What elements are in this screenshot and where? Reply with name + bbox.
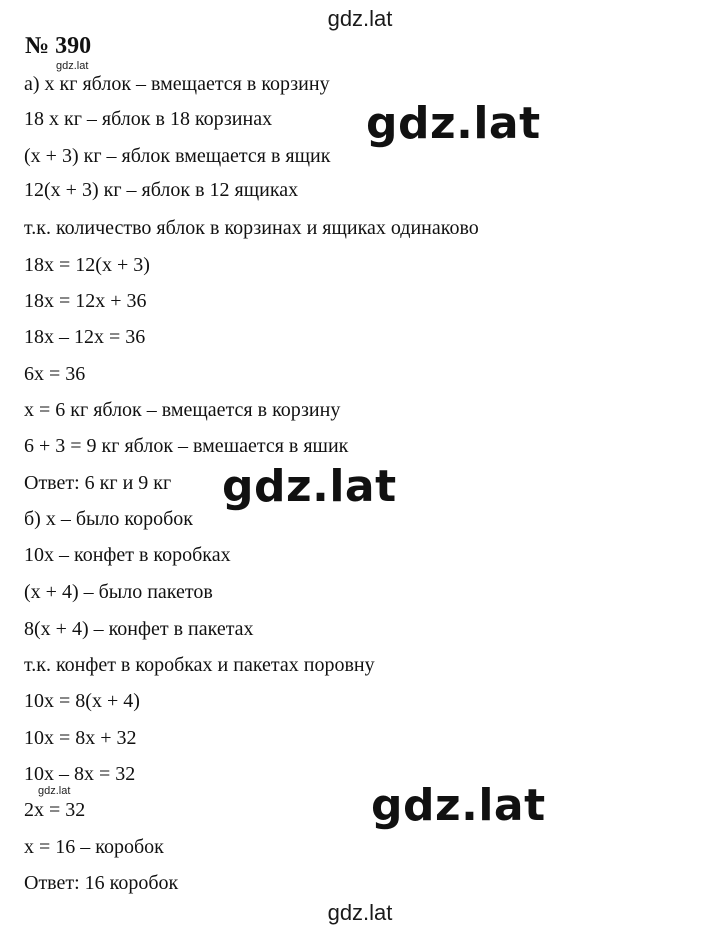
solution-line: (х + 4) – было пакетов bbox=[24, 581, 213, 603]
watermark-top: gdz.lat bbox=[327, 6, 393, 31]
watermark-small: gdz.lat bbox=[38, 785, 71, 797]
solution-line: 6 + 3 = 9 кг яблок – вмешается в яшик bbox=[24, 435, 349, 457]
solution-line: 6х = 36 bbox=[24, 363, 86, 385]
solution-line: (х + 3) кг – яблок вмещается в ящик bbox=[24, 145, 331, 167]
solution-line: 18х = 12(х + 3) bbox=[24, 254, 150, 276]
watermark-bottom: gdz.lat bbox=[327, 900, 393, 925]
solution-line: б) х – было коробок bbox=[24, 508, 194, 530]
solution-line: 10х = 8(х + 4) bbox=[24, 690, 140, 712]
solution-line: а) х кг яблок – вмещается в корзину bbox=[24, 73, 330, 95]
solution-line: т.к. количество яблок в корзинах и ящиках одинаково bbox=[24, 217, 479, 239]
solution-line: 18х = 12х + 36 bbox=[24, 290, 147, 312]
watermark-large: gdz.lat bbox=[222, 461, 397, 512]
watermark-large: gdz.lat bbox=[371, 780, 546, 831]
problem-number: № 390 bbox=[25, 33, 92, 59]
solution-line: х = 16 – коробок bbox=[24, 836, 164, 858]
solution-line: 18 х кг – яблок в 18 корзинах bbox=[24, 108, 273, 130]
solution-line: 2х = 32 bbox=[24, 799, 86, 821]
solution-line: Ответ: 16 коробок bbox=[24, 872, 179, 894]
watermark-large: gdz.lat bbox=[366, 98, 541, 149]
solution-line: 10х – 8х = 32 bbox=[24, 763, 136, 785]
solution-line: 8(х + 4) – конфет в пакетах bbox=[24, 618, 254, 640]
solution-line: х = 6 кг яблок – вмещается в корзину bbox=[24, 399, 341, 421]
solution-line: 10х = 8х + 32 bbox=[24, 727, 137, 749]
solution-line: Ответ: 6 кг и 9 кг bbox=[24, 472, 172, 494]
solution-line: 10х – конфет в коробках bbox=[24, 544, 231, 566]
solution-line: 18х – 12х = 36 bbox=[24, 326, 146, 348]
solution-line: т.к. конфет в коробках и пакетах поровну bbox=[24, 654, 375, 676]
watermark-small: gdz.lat bbox=[56, 60, 89, 72]
solution-line: 12(х + 3) кг – яблок в 12 ящиках bbox=[24, 179, 299, 201]
